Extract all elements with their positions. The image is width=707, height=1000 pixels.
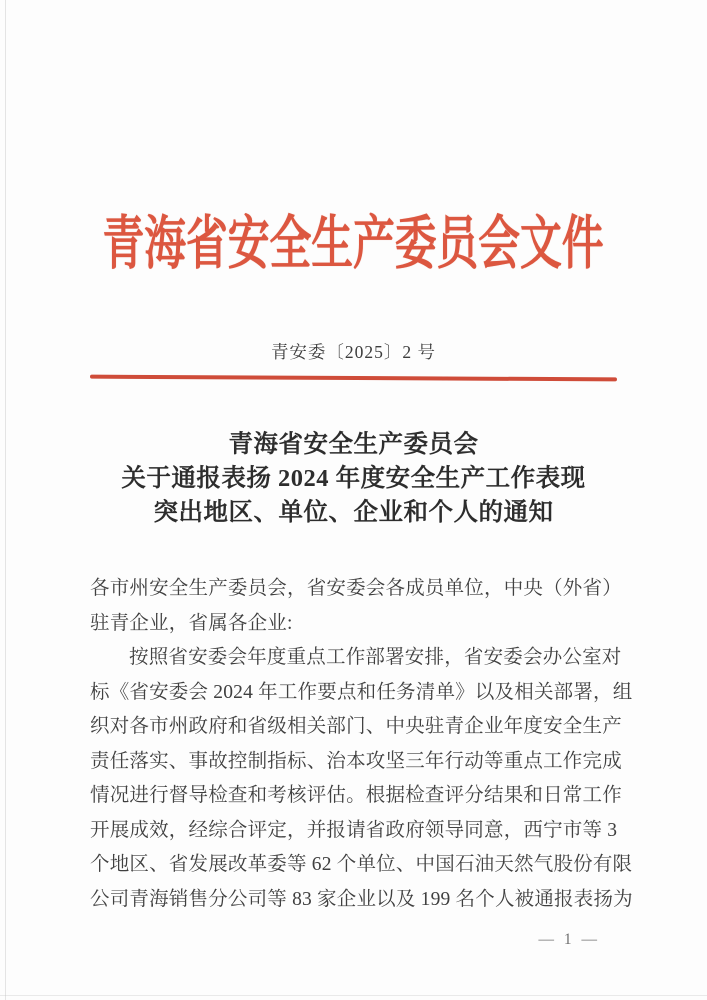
document-title bbox=[0, 428, 707, 530]
body-line: 按照省安委会年度重点工作部署安排，省安委会办公室对 bbox=[129, 647, 622, 668]
body-line: 标《省安委会 2024 年工作要点和任务清单》以及相关部署，组 bbox=[90, 681, 633, 703]
body-line: 情况进行督导检查和考核评估。根据检查评分结果和日常工作 bbox=[90, 785, 622, 806]
document-title-line: 关于通报表扬 2024 年度安全生产工作表现 bbox=[121, 465, 586, 492]
document-number: 青安委〔2025〕2 号 bbox=[270, 342, 437, 362]
document-masthead bbox=[0, 196, 707, 280]
body-line: 驻青企业，省属各企业: bbox=[90, 612, 293, 634]
red-separator-line bbox=[90, 375, 617, 381]
body-line: 个地区、省发展改革委等 62 个单位、中国石油天然气股份有限 bbox=[90, 854, 633, 875]
body-line: 织对各市州政府和省级相关部门、中央驻青企业年度安全生产 bbox=[90, 716, 622, 737]
body-line: 公司青海销售分公司等 83 家企业以及 199 名个人被通报表扬为 bbox=[90, 888, 633, 910]
document-title-line: 青海省安全生产委员会 bbox=[228, 431, 479, 458]
body-line: 开展成效，经综合评定，并报请省政府领导同意，西宁市等 3 bbox=[90, 819, 618, 841]
document-title-line: 突出地区、单位、企业和个人的通知 bbox=[153, 499, 554, 526]
page-number: — 1 — bbox=[538, 931, 600, 948]
body-line: 各市州安全生产委员会，省安委会各成员单位，中央（外省） bbox=[90, 578, 622, 599]
masthead-text: 青海省安全生产委员会文件 bbox=[102, 211, 605, 276]
document-body bbox=[90, 572, 633, 917]
body-line: 责任落实、事故控制指标、治本攻坚三年行动等重点工作完成 bbox=[90, 750, 622, 772]
